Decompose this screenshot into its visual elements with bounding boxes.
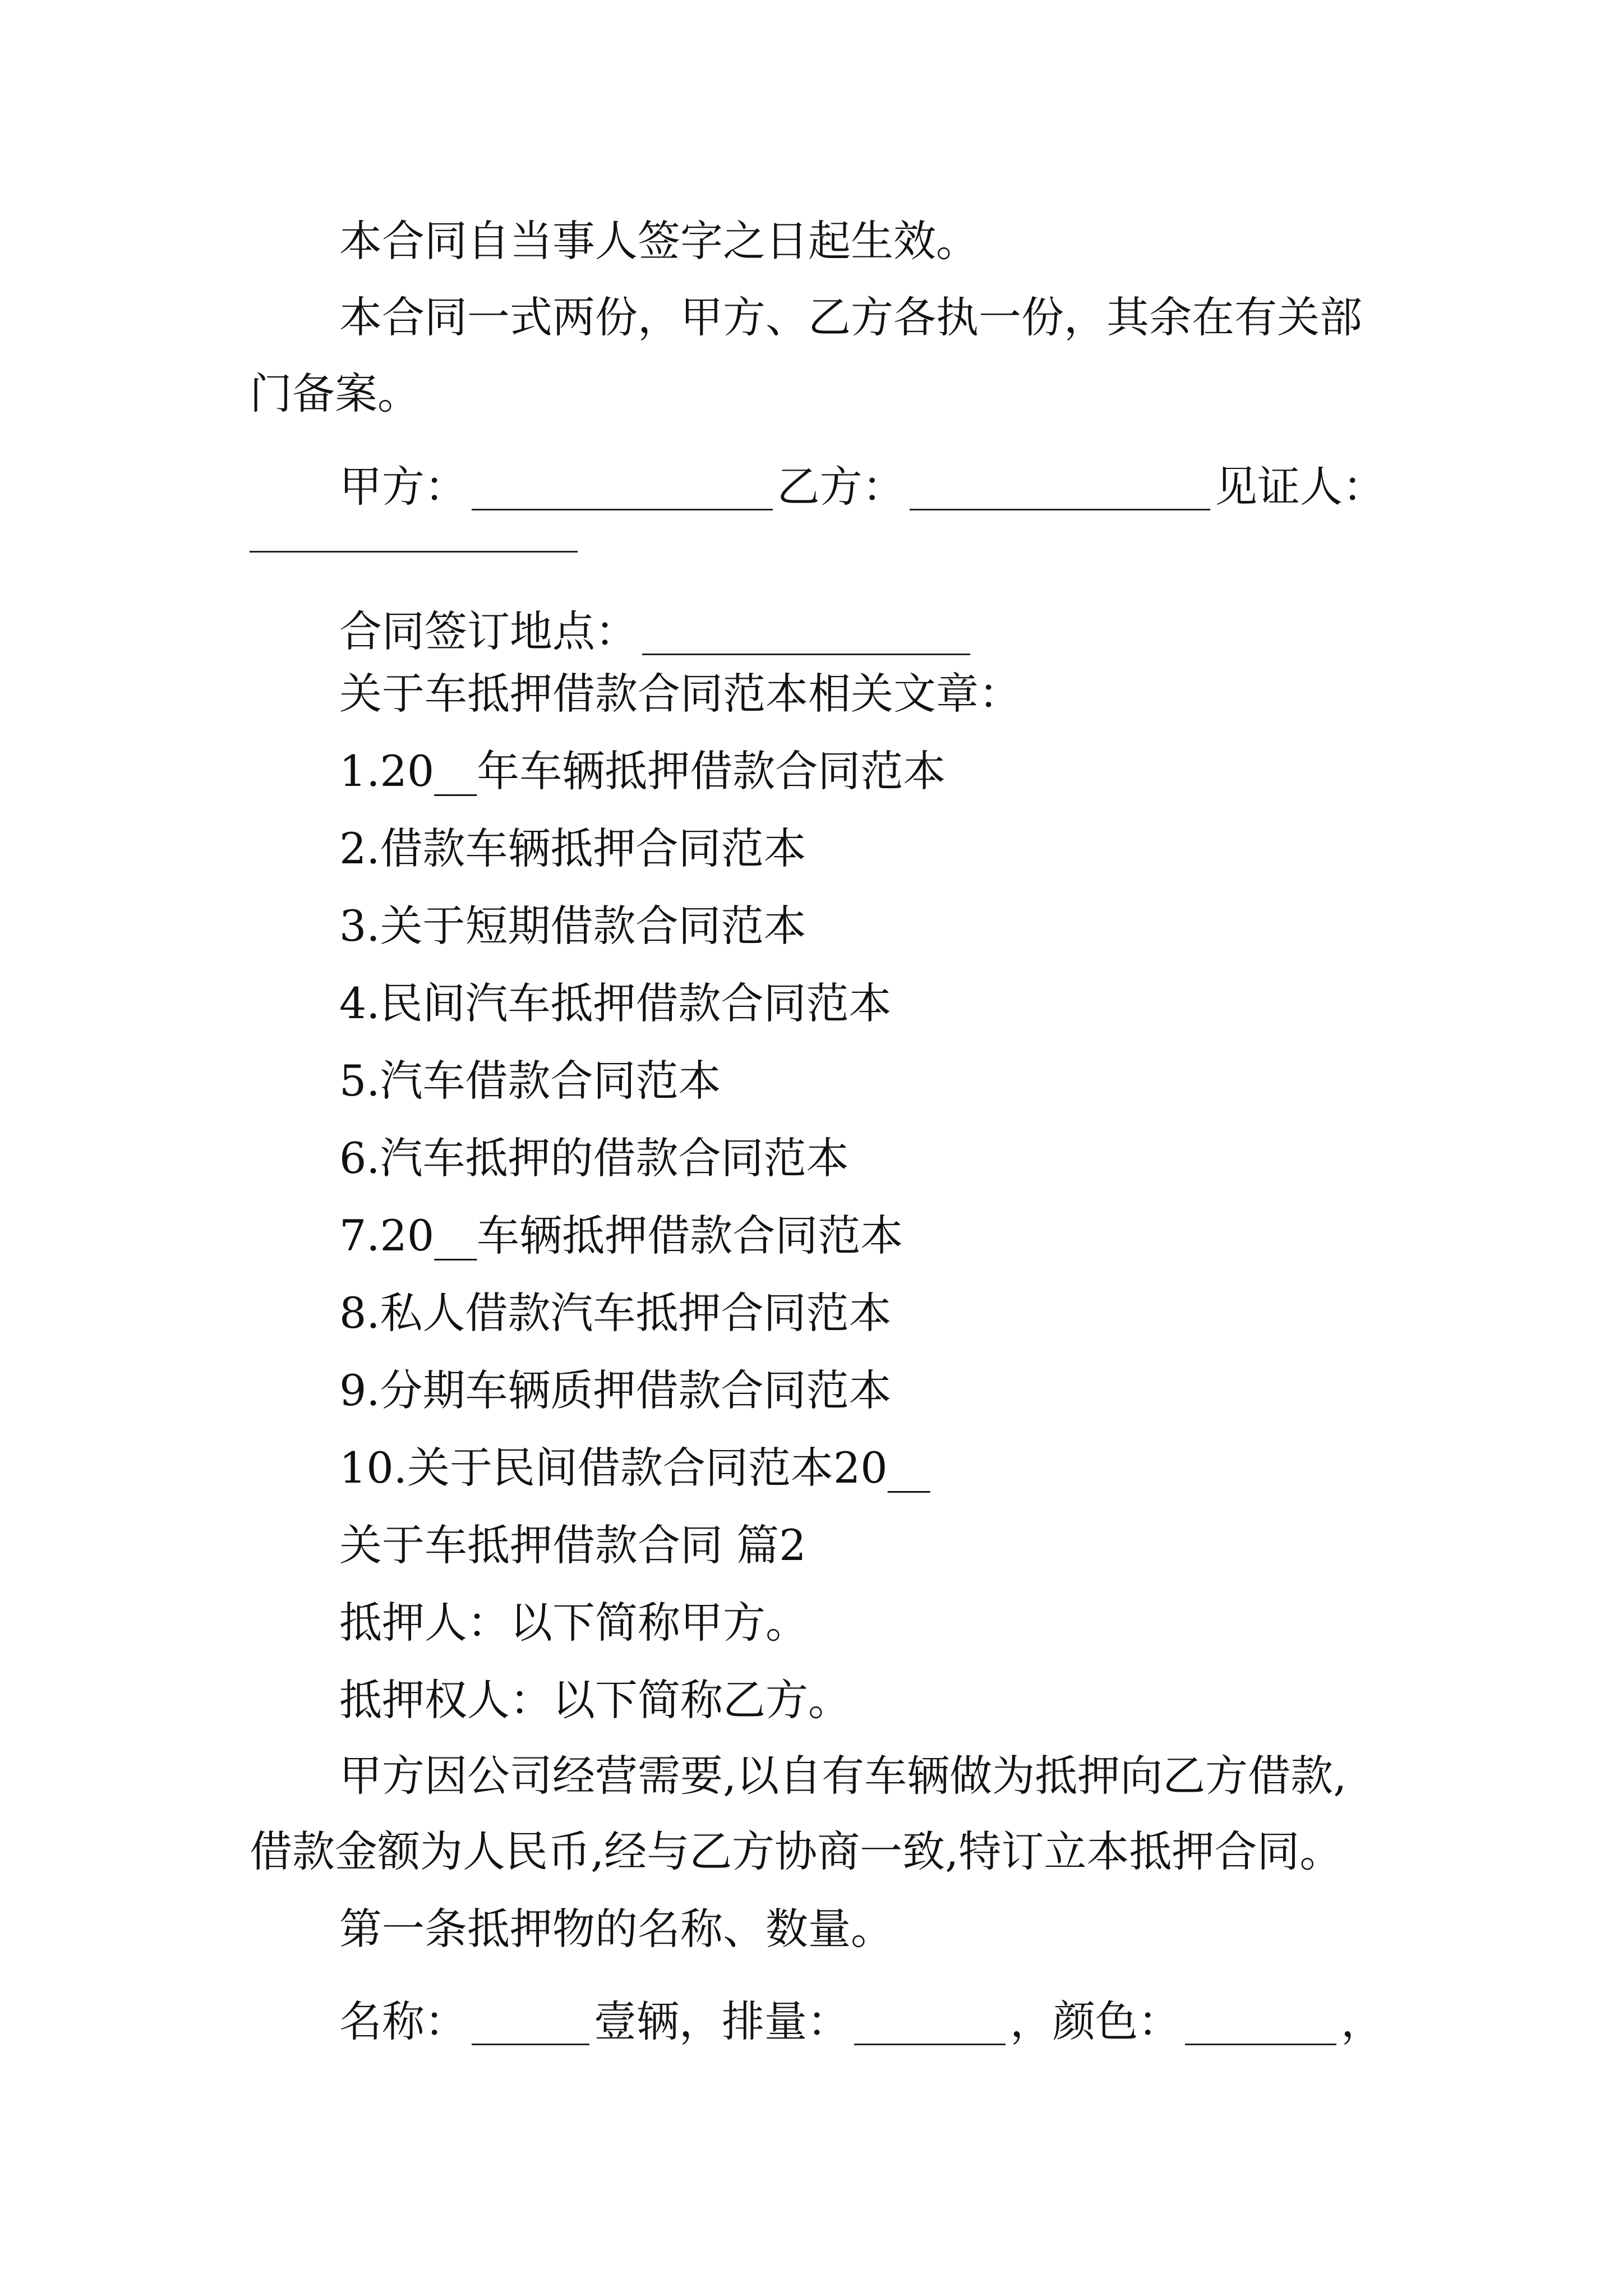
related-article-link[interactable]: 9.分期车辆质押借款合同范本 <box>339 1365 892 1415</box>
trailing-comma: ， <box>1341 1996 1384 2047</box>
intro-line-2 <box>250 1813 1385 1890</box>
intro-text-2: 借款金额为人民币,经与乙方协商一致,特订立本抵押合同。 <box>250 1826 1343 1876</box>
copies-clause-line-1 <box>250 280 1385 355</box>
intro-text-1: 甲方因公司经营需要,以自有车辆做为抵押向乙方借款, <box>339 1751 1347 1801</box>
related-article-link[interactable]: 2.借款车辆抵押合同范本 <box>339 823 806 873</box>
signing-place-blank[interactable] <box>642 618 970 655</box>
related-article-item <box>250 965 1385 1042</box>
copies-clause-line-2 <box>250 355 1385 433</box>
copies-clause-text-1: 本合同一式两份，甲方、乙方各执一份，其余在有关部 <box>339 292 1362 342</box>
displacement-blank[interactable] <box>854 2008 1006 2045</box>
color-blank[interactable] <box>1185 2008 1336 2045</box>
section-2-title <box>250 1507 1385 1584</box>
related-article-link[interactable]: 1.20__年车辆抵押借款合同范本 <box>339 746 946 796</box>
vehicle-name-blank[interactable] <box>472 2008 589 2045</box>
mortgagor-text: 抵押人：以下简称甲方。 <box>339 1598 808 1648</box>
article-1-heading-text: 第一条抵押物的名称、数量。 <box>339 1904 893 1954</box>
related-article-link[interactable]: 3.关于短期借款合同范本 <box>339 901 806 951</box>
related-article-item <box>250 1429 1385 1507</box>
related-article-item <box>250 887 1385 965</box>
signature-row <box>250 433 1385 510</box>
signing-place-row <box>250 578 1385 655</box>
mortgagee-line <box>250 1662 1385 1739</box>
party-b-label: 乙方： <box>777 462 905 512</box>
party-a-blank[interactable] <box>472 473 773 510</box>
related-articles-list <box>250 733 1385 1507</box>
signing-place-label: 合同签订地点： <box>339 606 638 657</box>
witness-label: 见证人： <box>1215 462 1385 512</box>
color-label: ，颜色： <box>1010 1996 1181 2047</box>
related-article-item <box>250 1197 1385 1274</box>
related-article-item <box>250 1352 1385 1429</box>
intro-line-1 <box>250 1739 1385 1813</box>
related-article-item <box>250 1042 1385 1120</box>
vehicle-unit-text: 壹辆，排量： <box>594 1996 850 2047</box>
related-article-item <box>250 1120 1385 1197</box>
section-2-title-text: 关于车抵押借款合同 篇2 <box>339 1520 806 1570</box>
related-article-link[interactable]: 10.关于民间借款合同范本20__ <box>339 1443 930 1493</box>
party-a-label: 甲方： <box>339 462 467 512</box>
related-article-link[interactable]: 5.汽车借款合同范本 <box>339 1056 721 1106</box>
related-article-link[interactable]: 7.20__车辆抵押借款合同范本 <box>339 1211 903 1260</box>
effective-clause-text: 本合同自当事人签字之日起生效。 <box>339 216 979 266</box>
effective-clause <box>250 202 1385 280</box>
related-article-item <box>250 1274 1385 1352</box>
article-1-heading <box>250 1890 1385 1968</box>
vehicle-details-row <box>250 1968 1385 2045</box>
party-b-blank[interactable] <box>910 473 1211 510</box>
related-articles-heading <box>250 655 1385 733</box>
related-articles-heading-text: 关于车抵押借款合同范本相关文章： <box>339 669 1021 719</box>
related-article-link[interactable]: 4.民间汽车抵押借款合同范本 <box>339 978 892 1028</box>
mortgagee-text: 抵押权人：以下简称乙方。 <box>339 1675 851 1725</box>
vehicle-name-label: 名称： <box>339 1996 467 2047</box>
related-article-link[interactable]: 6.汽车抵押的借款合同范本 <box>339 1133 849 1183</box>
witness-line-row <box>250 510 1385 578</box>
document-body <box>250 202 1385 2045</box>
related-article-link[interactable]: 8.私人借款汽车抵押合同范本 <box>339 1288 892 1338</box>
copies-clause-text-2: 门备案。 <box>250 369 420 418</box>
mortgagor-line <box>250 1584 1385 1662</box>
related-article-item <box>250 733 1385 810</box>
related-article-item <box>250 810 1385 887</box>
witness-blank[interactable] <box>250 515 578 553</box>
